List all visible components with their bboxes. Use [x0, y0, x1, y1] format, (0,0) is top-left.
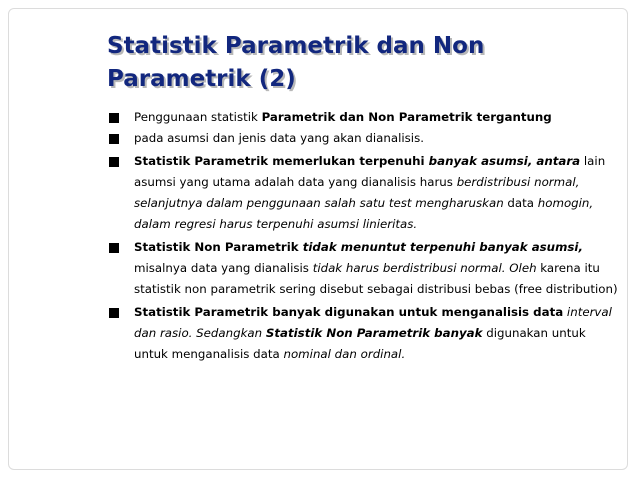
bullet-1-bold: Parametrik dan Non Parametrik tergantung: [261, 110, 552, 124]
bullet-item-3: [107, 151, 622, 235]
bullet-3-bold: Statistik Parametrik memerlukan terpenuhi: [134, 154, 429, 168]
bullet-4-text-b: karena itu statistik non parametrik sering disebut sebagai distribusi bebas (free distribution): [134, 261, 618, 296]
bullet-3-text-b: data: [503, 196, 538, 210]
square-bullet-icon: [109, 157, 119, 167]
bullet-item-2: [107, 128, 622, 149]
square-bullet-icon: [109, 308, 119, 318]
title-line-1: Statistik Parametrik dan Non: [107, 33, 485, 59]
bullet-item-1: [107, 107, 622, 128]
bullet-1-text: Penggunaan statistik: [134, 110, 262, 124]
bullet-5-italic-a: interval dan rasio. Sedangkan: [134, 305, 612, 340]
bullet-5-bold: Statistik Parametrik banyak digunakan untuk menganalisis data: [134, 305, 564, 319]
square-bullet-icon: [109, 134, 119, 144]
bullet-3-italic-a: berdistribusi normal, selanjutnya dalam penggunaan salah satu test mengharuskan: [134, 175, 580, 210]
bullet-4-italic: tidak harus berdistribusi normal. Oleh: [312, 261, 537, 275]
bullet-2-text: pada asumsi dan jenis data yang akan dianalisis.: [134, 131, 424, 145]
bullet-item-4: [107, 237, 622, 300]
bullet-4-text-a: misalnya data yang dianalisis: [134, 261, 313, 275]
bullet-5-text: digunakan untuk untuk menganalisis data: [134, 326, 586, 361]
square-bullet-icon: [109, 243, 119, 253]
bullet-list: [107, 107, 622, 367]
bullet-4-bold: Statistik Non Parametrik: [134, 240, 303, 254]
bullet-item-5: [107, 302, 622, 365]
bullet-5-bold-italic: Statistik Non Parametrik banyak: [265, 326, 483, 340]
bullet-3-bold-italic: banyak asumsi, antara: [428, 154, 581, 168]
bullet-3-text-a: lain asumsi yang utama adalah data yang dianalisis harus: [134, 154, 606, 189]
title-line-2: Parametrik (2): [107, 66, 296, 92]
bullet-3-italic-b: homogin, dalam regresi harus terpenuhi asumsi linieritas.: [134, 196, 594, 231]
square-bullet-icon: [109, 113, 119, 123]
slide-title: [107, 30, 607, 96]
bullet-4-bold-italic: tidak menuntut terpenuhi banyak asumsi,: [302, 240, 583, 254]
bullet-5-italic-b: nominal dan ordinal.: [283, 347, 406, 361]
